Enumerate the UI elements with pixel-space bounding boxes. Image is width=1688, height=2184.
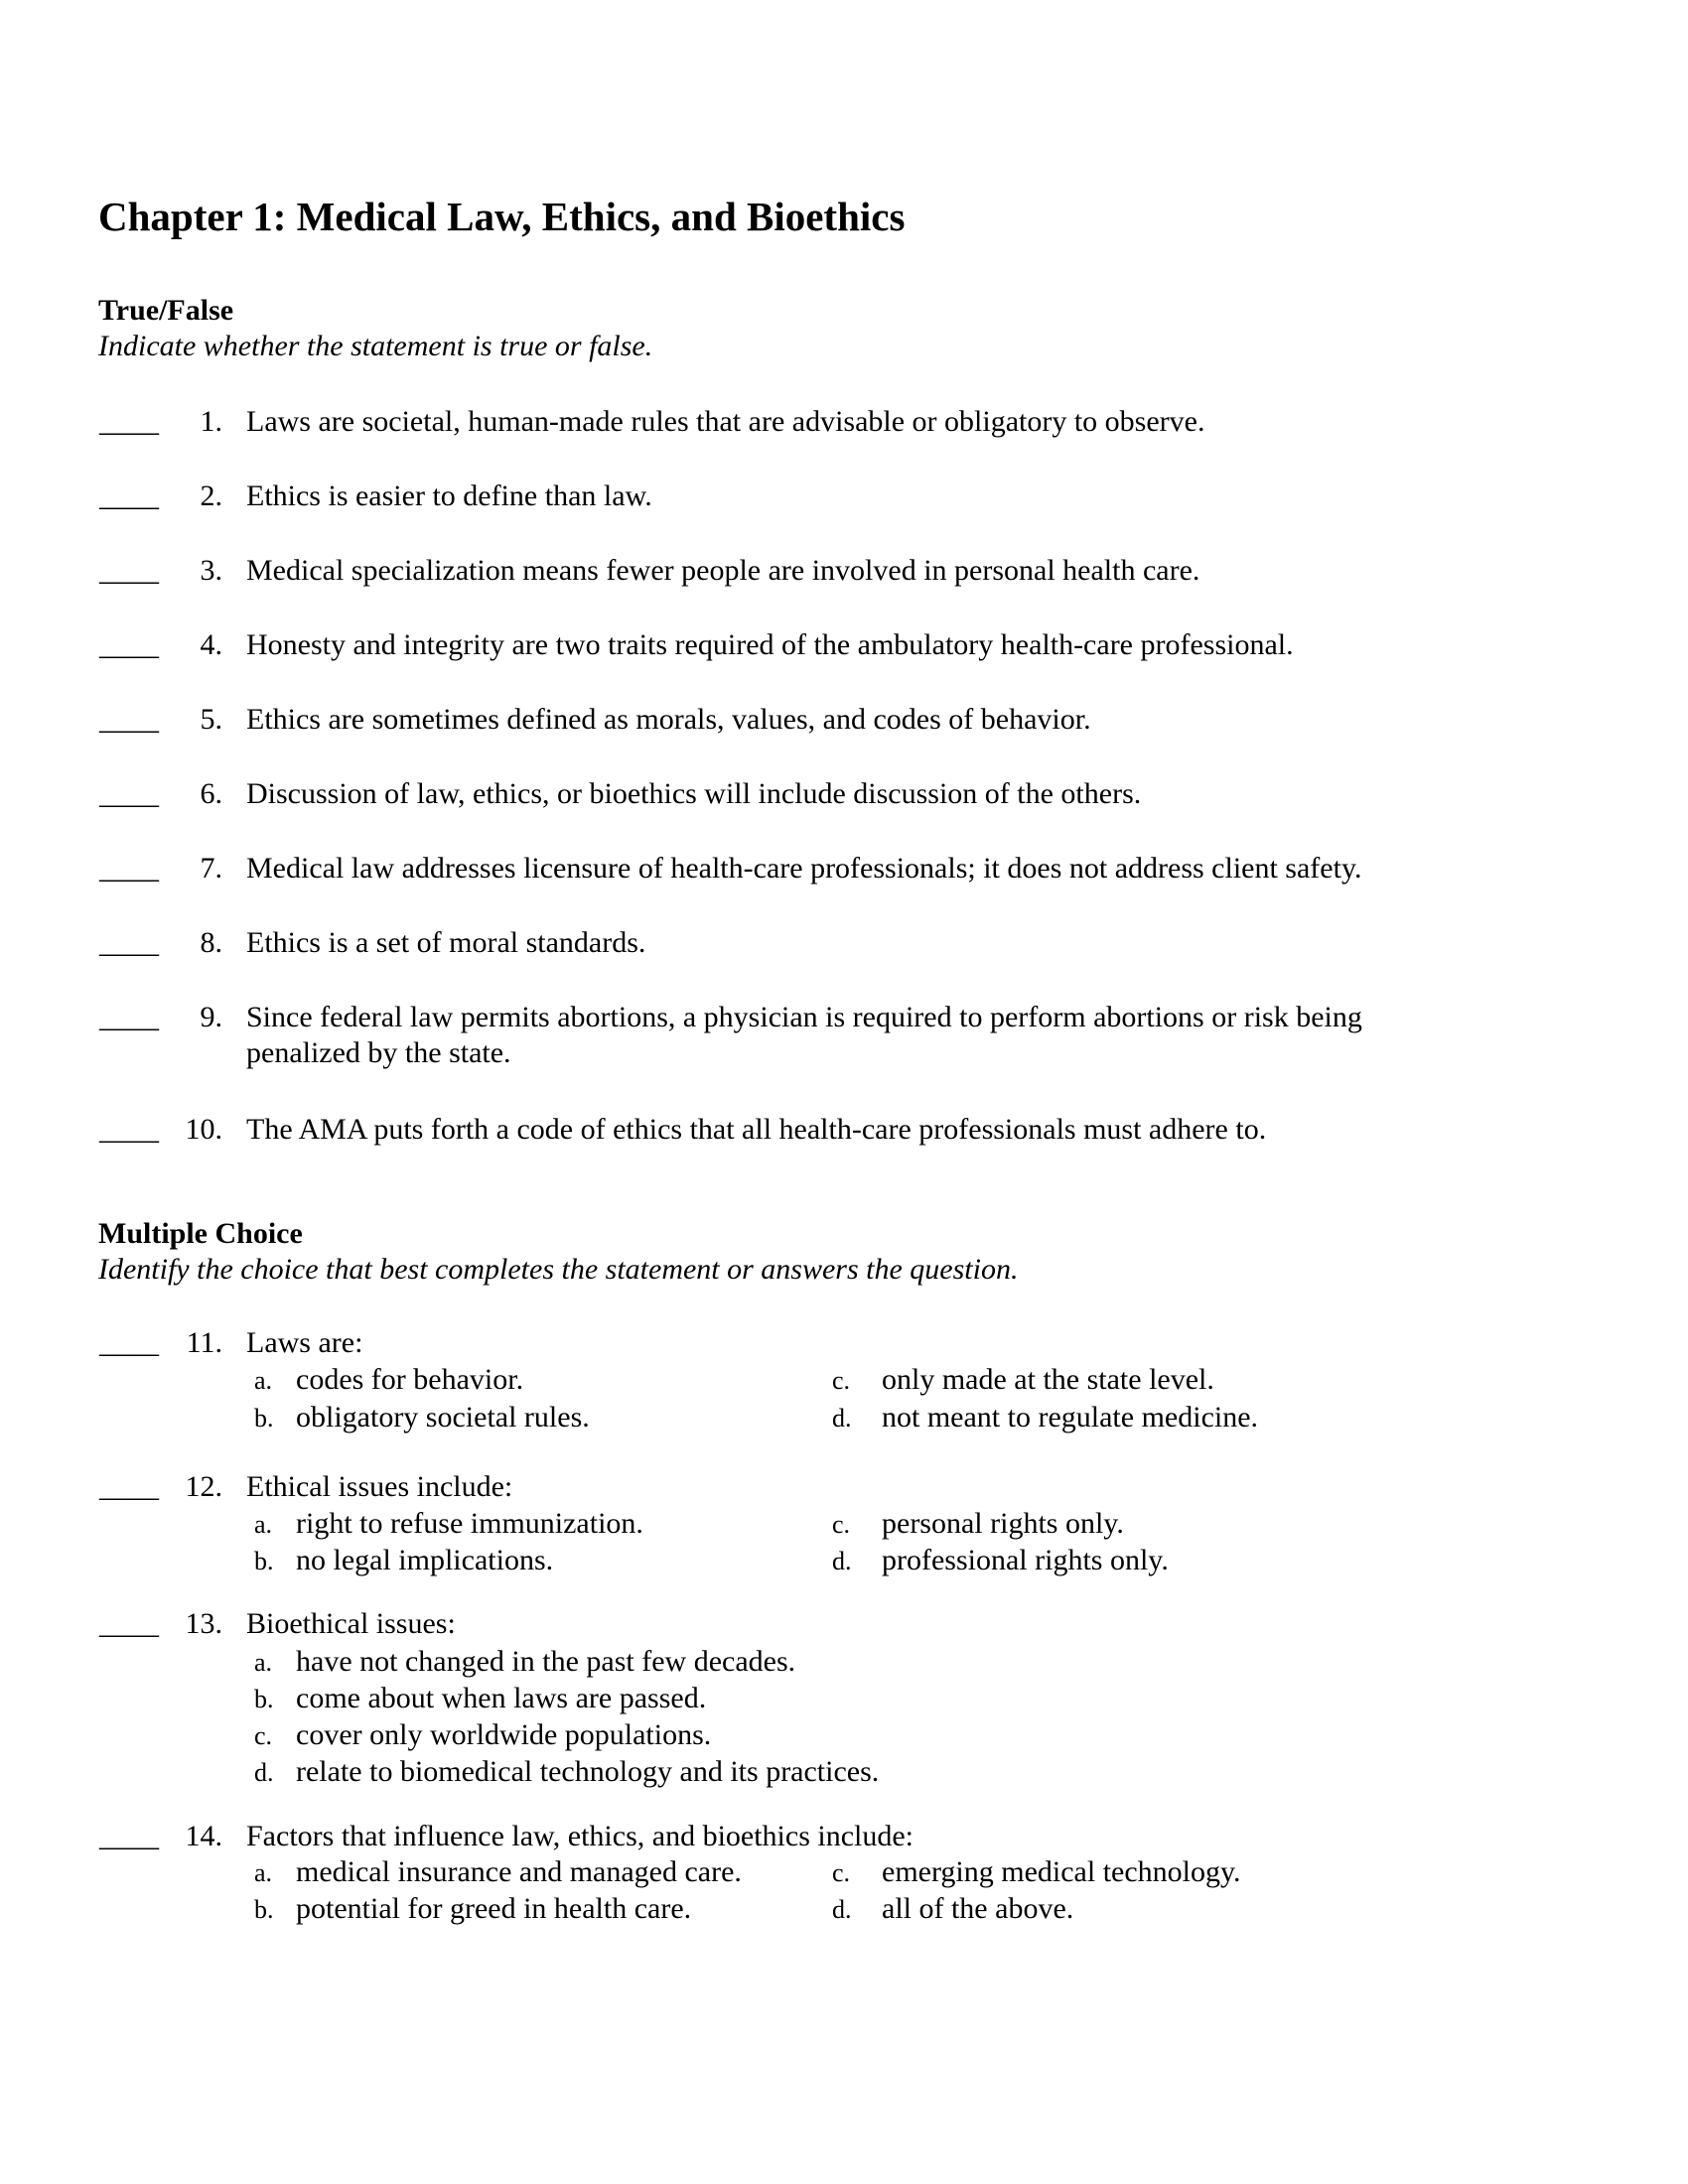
question-row	[99, 776, 1482, 812]
option-row	[254, 1754, 1388, 1791]
question-text: Ethics are sometimes defined as morals, values, and codes of behavior.	[246, 703, 1091, 736]
true-false-heading: True/False	[98, 294, 234, 327]
question-number: 13.	[185, 1607, 222, 1640]
option-letter: b.	[254, 1547, 274, 1575]
question-number: 2.	[200, 479, 222, 512]
option-text: all of the above.	[882, 1892, 1074, 1925]
option-letter: a.	[254, 1510, 273, 1539]
option-letter: d.	[254, 1758, 274, 1787]
true-false-instruction: Indicate whether the statement is true or false.	[98, 330, 653, 362]
answer-blank: ____	[99, 926, 159, 959]
question-row	[99, 1469, 1482, 1505]
option-letter: b.	[254, 1895, 274, 1924]
question-number: 8.	[200, 926, 222, 959]
question-row	[99, 553, 1482, 589]
option-text: come about when laws are passed.	[296, 1682, 707, 1714]
question-number: 11.	[186, 1326, 222, 1359]
option-row	[254, 1717, 1388, 1754]
option-row	[254, 1400, 1258, 1436]
answer-blank: ____	[99, 1113, 159, 1146]
option-text: obligatory societal rules.	[296, 1401, 590, 1433]
question-row	[99, 478, 1482, 514]
question-number: 6.	[200, 777, 222, 810]
question-text: Ethics is easier to define than law.	[246, 479, 652, 512]
question-number: 5.	[200, 703, 222, 736]
option-letter: a.	[254, 1858, 273, 1887]
question-number: 1.	[200, 405, 222, 438]
question-text: Medical specialization means fewer people are involved in personal health care.	[246, 554, 1200, 587]
answer-blank: ____	[99, 1470, 159, 1503]
question-text: Laws are societal, human-made rules that are advisable or obligatory to observe.	[246, 405, 1205, 438]
option-letter: a.	[254, 1648, 273, 1677]
multiple-choice-heading: Multiple Choice	[98, 1217, 303, 1250]
option-row	[254, 1506, 1124, 1543]
answer-blank: ____	[99, 703, 159, 736]
option-row	[254, 1543, 1169, 1579]
option-letter: c.	[832, 1858, 851, 1887]
answer-blank: ____	[99, 554, 159, 587]
option-text: medical insurance and managed care.	[296, 1855, 742, 1888]
question-row	[99, 1000, 1482, 1071]
option-letter: d.	[832, 1404, 852, 1433]
question-text: Bioethical issues:	[246, 1607, 456, 1640]
option-text: not meant to regulate medicine.	[882, 1401, 1259, 1433]
option-letter: b.	[254, 1404, 274, 1433]
question-number: 9.	[200, 1001, 222, 1033]
option-text: no legal implications.	[296, 1544, 554, 1576]
answer-blank: ____	[99, 1607, 159, 1640]
question-row	[99, 702, 1482, 738]
question-row	[99, 627, 1482, 663]
answer-blank: ____	[99, 1001, 159, 1033]
answer-blank: ____	[99, 405, 159, 438]
question-row	[99, 1112, 1482, 1148]
question-number: 12.	[185, 1470, 222, 1503]
option-text: have not changed in the past few decades.	[296, 1645, 796, 1678]
option-letter: d.	[832, 1895, 852, 1924]
question-row	[99, 925, 1482, 961]
option-letter: c.	[832, 1510, 851, 1539]
answer-blank: ____	[99, 1820, 159, 1852]
question-text: Since federal law permits abortions, a physician is required to perform abortions or risk being penalized by the state.	[246, 1001, 1362, 1069]
chapter-title: Chapter 1: Medical Law, Ethics, and Bioethics	[98, 194, 906, 239]
question-row	[99, 851, 1482, 887]
option-row	[254, 1891, 1073, 1928]
question-text: Medical law addresses licensure of health-care professionals; it does not address client safety.	[246, 852, 1362, 885]
answer-blank: ____	[99, 777, 159, 810]
question-number: 4.	[200, 628, 222, 661]
option-text: cover only worldwide populations.	[296, 1718, 712, 1751]
option-row	[254, 1681, 1388, 1717]
question-row	[99, 1606, 1482, 1642]
option-letter: b.	[254, 1685, 274, 1713]
multiple-choice-instruction: Identify the choice that best completes the statement or answers the question.	[98, 1253, 1019, 1286]
option-letter: c.	[832, 1366, 851, 1395]
option-text: relate to biomedical technology and its practices.	[296, 1755, 880, 1788]
question-number: 14.	[185, 1820, 222, 1852]
option-text: right to refuse immunization.	[296, 1507, 643, 1540]
option-row	[254, 1362, 1214, 1399]
question-row	[99, 404, 1482, 440]
answer-blank: ____	[99, 479, 159, 512]
question-text: Honesty and integrity are two traits required of the ambulatory health-care professional.	[246, 628, 1294, 661]
option-text: professional rights only.	[882, 1544, 1169, 1576]
question-number: 7.	[200, 852, 222, 885]
question-text: Ethics is a set of moral standards.	[246, 926, 646, 959]
option-row	[254, 1854, 1241, 1891]
option-text: codes for behavior.	[296, 1363, 524, 1396]
question-row	[99, 1325, 1482, 1361]
option-letter: a.	[254, 1366, 273, 1395]
question-text: Discussion of law, ethics, or bioethics will include discussion of the others.	[246, 777, 1142, 810]
answer-blank: ____	[99, 1326, 159, 1359]
option-letter: c.	[254, 1721, 273, 1750]
answer-blank: ____	[99, 852, 159, 885]
question-text: The AMA puts forth a code of ethics that all health-care professionals must adhere to.	[246, 1113, 1267, 1146]
option-text: potential for greed in health care.	[296, 1892, 692, 1925]
option-row	[254, 1644, 1388, 1681]
question-row	[99, 1819, 1482, 1854]
answer-blank: ____	[99, 628, 159, 661]
question-text: Laws are:	[246, 1326, 363, 1359]
question-text: Ethical issues include:	[246, 1470, 513, 1503]
option-text: personal rights only.	[882, 1507, 1124, 1540]
question-text: Factors that influence law, ethics, and bioethics include:	[246, 1820, 914, 1852]
question-number: 3.	[200, 554, 222, 587]
option-text: only made at the state level.	[882, 1363, 1214, 1396]
question-number: 10.	[185, 1113, 222, 1146]
option-text: emerging medical technology.	[882, 1855, 1241, 1888]
option-letter: d.	[832, 1547, 852, 1575]
